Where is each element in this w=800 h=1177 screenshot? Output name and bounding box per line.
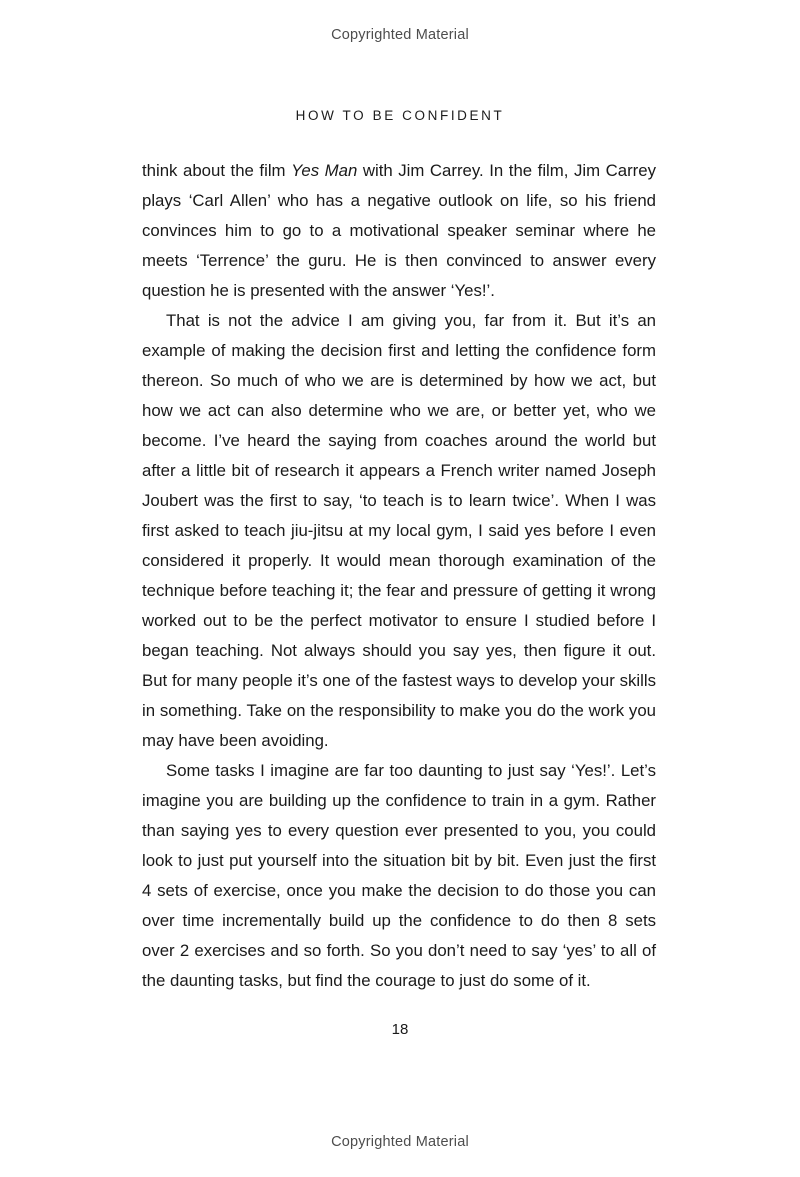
text-run: with Jim Carrey. In the film, Jim Carrey plays ‘Carl Allen’ who has a negative outlook on life, so his friend convinces him to go to a motivational speaker seminar where he meets ‘Terrence’ the guru. He is then convinced to answer every question he is presented with the answer ‘Yes!’. xyxy=(142,161,656,300)
running-header: HOW TO BE CONFIDENT xyxy=(295,108,505,123)
paragraph xyxy=(142,306,656,756)
text-run: That is not the advice I am giving you, far from it. But it’s an example of making the decision first and letting the confidence form thereon. So much of who we are is determined by how we act, but how we act can also determine who we are, or better yet, who we become. I’ve heard the saying from coaches around the world but after a little bit of research it appears a French writer named Joseph Joubert was the first to say, ‘to teach is to learn twice’. When I was first asked to teach jiu-jitsu at my local gym, I said yes before I even considered it properly. It would mean thorough examination of the technique before teaching it; the fear and pressure of getting it wrong worked out to be the perfect motivator to ensure I studied before I began teaching. Not always should you say yes, then figure it out. But for many people it’s one of the fastest ways to develop your skills in something. Take on the responsibility to make you do the work you may have been avoiding. xyxy=(142,311,656,750)
italic-text: Yes Man xyxy=(291,161,358,180)
text-run: think about the film xyxy=(142,161,292,180)
body-text xyxy=(142,156,656,996)
paragraph xyxy=(142,156,656,306)
copyright-notice-top: Copyrighted Material xyxy=(331,27,469,43)
page-number: 18 xyxy=(391,1021,409,1038)
copyright-notice-bottom: Copyrighted Material xyxy=(331,1134,469,1150)
paragraph xyxy=(142,756,656,996)
text-run: Some tasks I imagine are far too daunting to just say ‘Yes!’. Let’s imagine you are building up the confidence to train in a gym. Rather than saying yes to every question ever presented to you, you could look to just put yourself into the situation bit by bit. Even just the first 4 sets of exercise, once you make the decision to do those you can over time incrementally build up the confidence to do then 8 sets over 2 exercises and so forth. So you don’t need to say ‘yes’ to all of the daunting tasks, but find the courage to just do some of it. xyxy=(142,761,656,990)
